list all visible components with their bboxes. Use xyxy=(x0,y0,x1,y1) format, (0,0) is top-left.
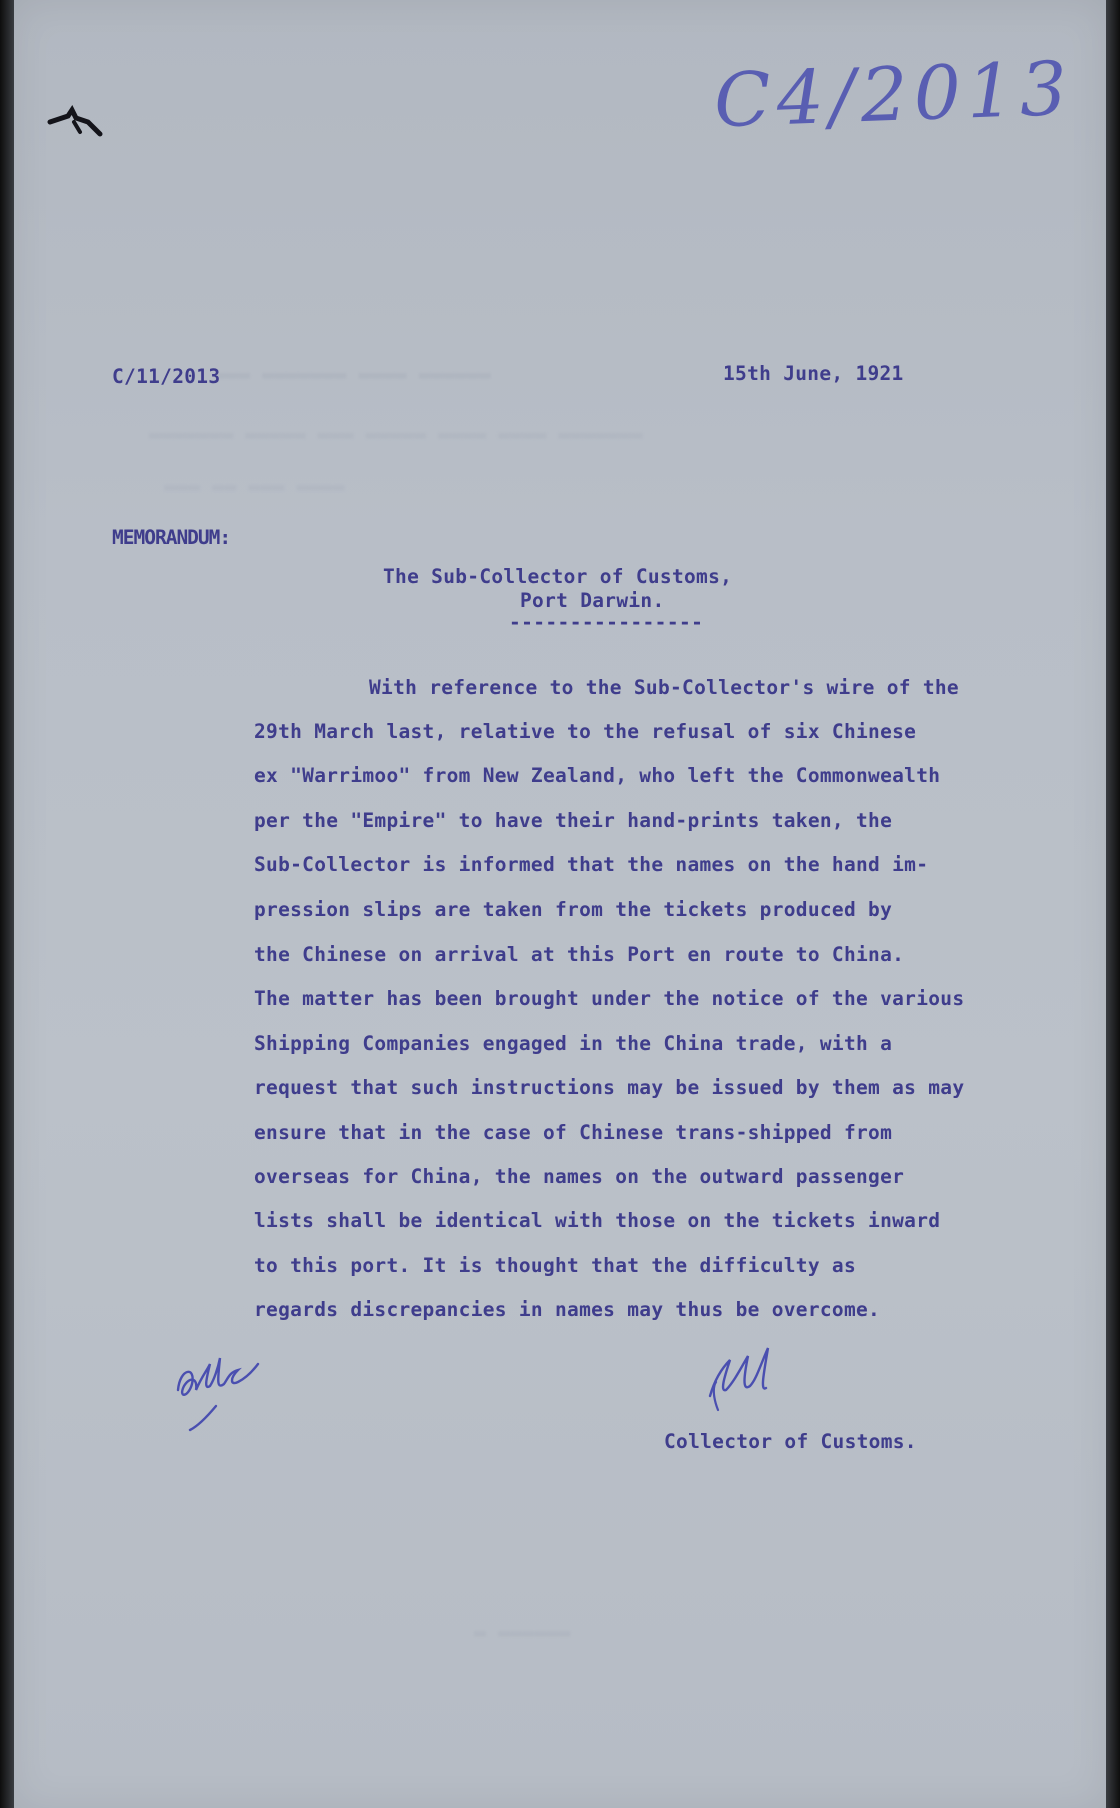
body-line: Shipping Companies engaged in the China trade, with a xyxy=(254,1032,893,1055)
handwritten-initials-left xyxy=(166,1328,276,1438)
bleed-through: ▬▬▬▬▬▬▬ ▬▬▬▬▬ ▬▬▬ ▬▬▬▬▬ ▬▬▬▬ ▬▬▬▬ ▬▬▬▬▬▬▬ xyxy=(149,422,643,446)
body-line: overseas for China, the names on the outward passenger xyxy=(254,1165,905,1188)
body-line: the Chinese on arrival at this Port en route to China. xyxy=(254,943,905,966)
memorandum-page xyxy=(14,0,1106,1808)
addressee-underline: ---------------- xyxy=(509,611,704,634)
body-line: ex "Warrimoo" from New Zealand, who left the Commonwealth xyxy=(254,764,941,787)
body-line: request that such instructions may be issued by them as may xyxy=(254,1076,965,1099)
addressee-line-1: The Sub-Collector of Customs, xyxy=(383,565,733,588)
body-line: ensure that in the case of Chinese trans-shipped from xyxy=(254,1121,893,1144)
body-line: per the "Empire" to have their hand-prints taken, the xyxy=(254,809,893,832)
body-line: 29th March last, relative to the refusal of six Chinese xyxy=(254,720,917,743)
body-line: With reference to the Sub-Collector's wire of the xyxy=(369,676,959,699)
body-line: to this port. It is thought that the difficulty as xyxy=(254,1254,856,1277)
collector-signature-title: Collector of Customs. xyxy=(664,1430,917,1453)
scan-right-edge xyxy=(1106,0,1120,1808)
bleed-through: ▬▬▬ ▬▬ ▬▬▬ ▬▬▬▬ xyxy=(164,474,345,498)
body-line: The matter has been brought under the notice of the various xyxy=(254,987,965,1010)
handwritten-file-number: C4/2013 xyxy=(712,45,1075,145)
body-line: regards discrepancies in names may thus be overcome. xyxy=(254,1298,881,1321)
corner-mark-icon xyxy=(42,100,112,150)
scan-left-edge xyxy=(0,0,14,1808)
bleed-through: ▬ ▬▬▬▬▬▬ xyxy=(474,1620,571,1644)
memorandum-label: MEMORANDUM: xyxy=(112,526,231,549)
signature-initials xyxy=(690,1326,800,1426)
addressee-line-2: Port Darwin. xyxy=(520,589,665,612)
body-line: lists shall be identical with those on the tickets inward xyxy=(254,1209,941,1232)
memo-date: 15th June, 1921 xyxy=(723,362,904,385)
body-line: pression slips are taken from the tickets produced by xyxy=(254,898,893,921)
bleed-through: ▬▬▬ ▬▬▬▬▬▬▬ ▬▬▬▬ ▬▬▬▬▬▬ xyxy=(214,362,491,386)
reference-number: C/11/2013 xyxy=(112,365,221,388)
body-line: Sub-Collector is informed that the names on the hand im- xyxy=(254,853,929,876)
